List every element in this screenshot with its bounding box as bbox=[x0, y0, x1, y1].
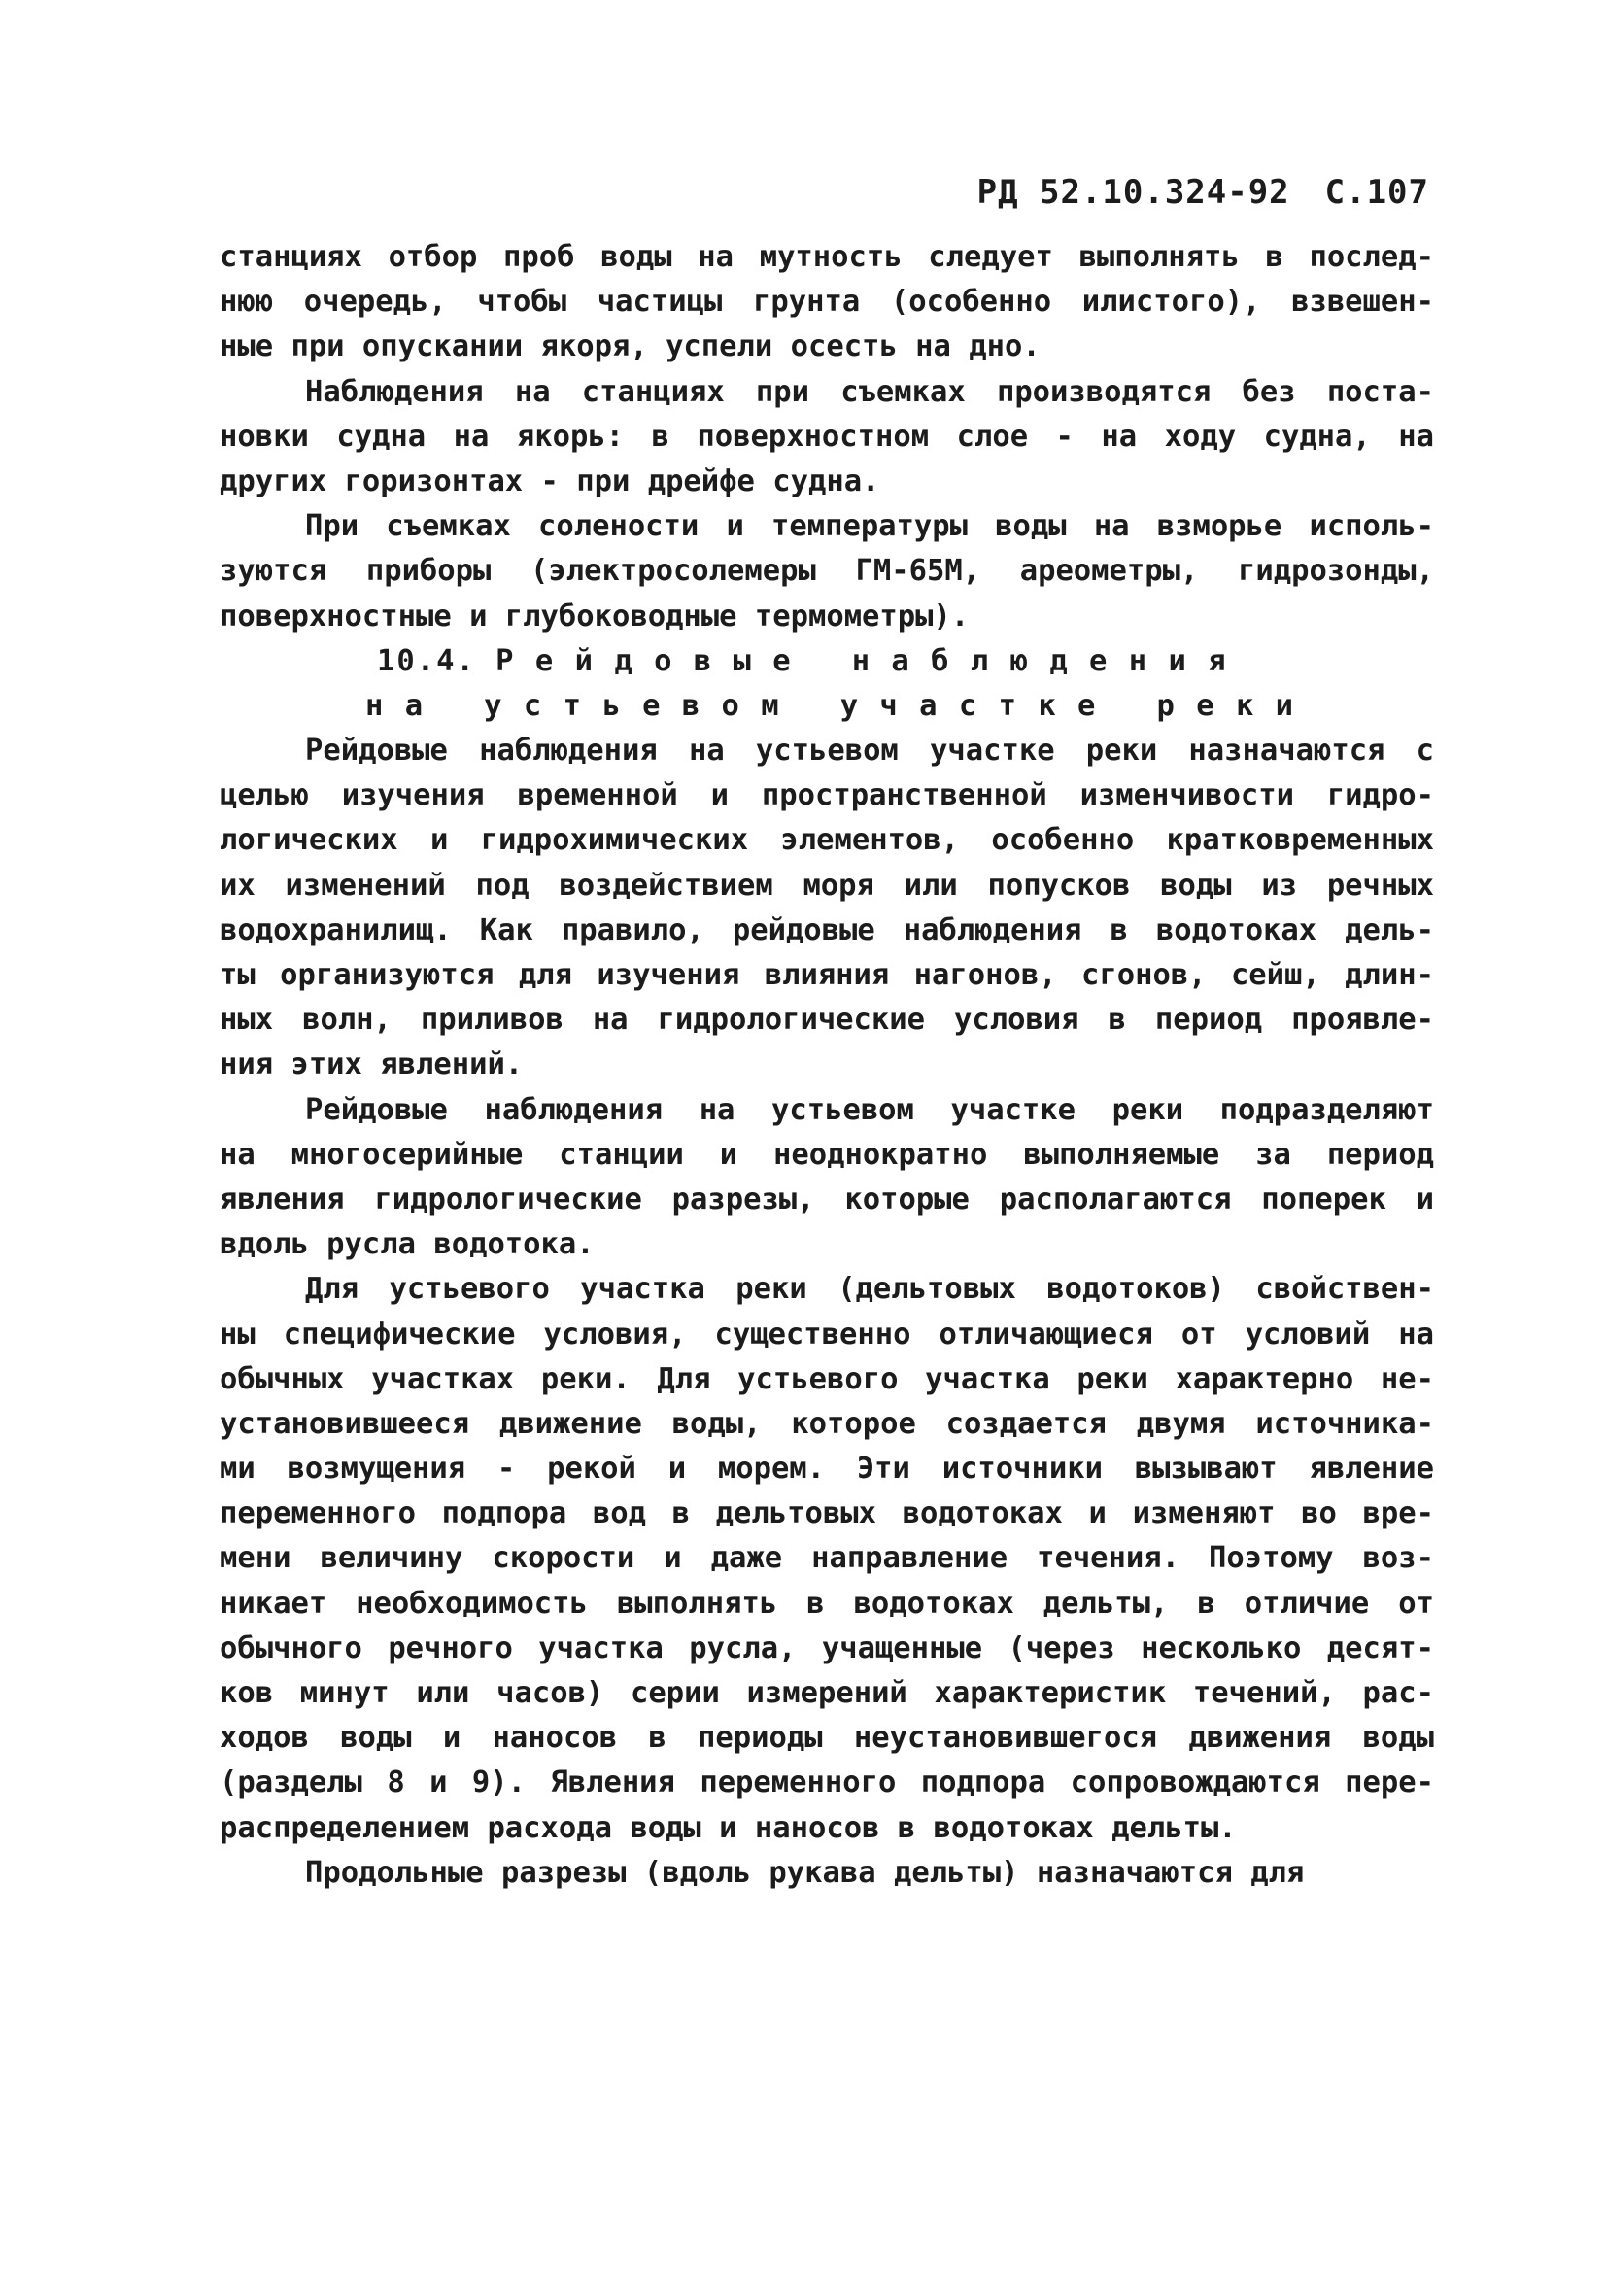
paragraph-first-line: При съемках солености и температуры воды на взморье исполь- bbox=[305, 509, 1434, 544]
paragraph-first-line: Продольные разрезы (вдоль рукава дельты) назначаются для bbox=[305, 1855, 1305, 1890]
text-line: ные при опускании якоря, успели осесть на дно. bbox=[220, 329, 1041, 364]
text-line: ходов воды и наносов в периоды неустановившегося движения воды bbox=[220, 1721, 1434, 1756]
page-header bbox=[977, 173, 1429, 212]
section-heading-continued: н а у с т ь е в о м у ч а с т к е р е к и bbox=[365, 688, 1296, 723]
page-number: С.107 bbox=[1324, 173, 1429, 212]
text-line: станциях отбор проб воды на мутность следует выполнять в послед- bbox=[220, 240, 1434, 274]
text-line: ных волн, приливов на гидрологические условия в период проявле- bbox=[220, 1003, 1434, 1038]
text-line: мени величину скорости и даже направление течения. Поэтому воз- bbox=[220, 1541, 1434, 1576]
text-line: явления гидрологические разрезы, которые располагаются поперек и bbox=[220, 1182, 1434, 1217]
paragraph-first-line: Рейдовые наблюдения на устьевом участке реки подразделяют bbox=[305, 1092, 1434, 1127]
text-line: переменного подпора вод в дельтовых водотоках и изменяют во вре- bbox=[220, 1496, 1434, 1531]
text-line: ков минут или часов) серии измерений характеристик течений, рас- bbox=[220, 1676, 1434, 1710]
paragraph-first-line: Рейдовые наблюдения на устьевом участке реки назначаются с bbox=[305, 734, 1434, 769]
text-line: ми возмущения - рекой и морем. Эти источники вызывают явление bbox=[220, 1452, 1434, 1487]
text-line: поверхностные и глубоководные термометры). bbox=[220, 599, 970, 634]
paragraph-first-line: Для устьевого участка реки (дельтовых водотоков) свойствен- bbox=[305, 1272, 1434, 1307]
text-line: (разделы 8 и 9). Явления переменного подпора сопровождаются пере- bbox=[220, 1765, 1434, 1800]
text-line: ния этих явлений. bbox=[220, 1047, 524, 1082]
section-heading: 10.4. Р е й д о в ы е н а б л ю д е н и я bbox=[377, 643, 1228, 678]
text-line: их изменений под воздействием моря или попусков воды из речных bbox=[220, 868, 1434, 903]
text-line: нюю очередь, чтобы частицы грунта (особенно илистого), взвешен- bbox=[220, 285, 1434, 320]
text-line: обычных участках реки. Для устьевого участка реки характерно не- bbox=[220, 1361, 1434, 1396]
text-line: логических и гидрохимических элементов, особенно кратковременных bbox=[220, 823, 1434, 858]
text-line: распределением расхода воды и наносов в водотоках дельты. bbox=[220, 1810, 1237, 1845]
text-line: ны специфические условия, существенно отличающиеся от условий на bbox=[220, 1317, 1434, 1352]
text-line: никает необходимость выполнять в водотоках дельты, в отличие от bbox=[220, 1586, 1434, 1621]
text-line: вдоль русла водотока. bbox=[220, 1227, 595, 1262]
text-line: новки судна на якорь: в поверхностном слое - на ходу судна, на bbox=[220, 419, 1434, 454]
text-line: на многосерийные станции и неоднократно выполняемые за период bbox=[220, 1137, 1434, 1172]
document-code: РД 52.10.324-92 bbox=[976, 173, 1290, 212]
body-text bbox=[220, 235, 1434, 1896]
text-line: установившееся движение воды, которое создается двумя источника- bbox=[220, 1406, 1434, 1441]
text-line: других горизонтах - при дрейфе судна. bbox=[220, 463, 880, 498]
paragraph-first-line: Наблюдения на станциях при съемках производятся без поста- bbox=[305, 374, 1434, 409]
text-line: обычного речного участка русла, учащенные (через несколько десят- bbox=[220, 1630, 1434, 1665]
text-line: водохранилищ. Как правило, рейдовые наблюдения в водотоках дель- bbox=[220, 912, 1434, 947]
text-line: ты организуются для изучения влияния нагонов, сгонов, сейш, длин- bbox=[220, 958, 1434, 992]
text-line: зуются приборы (электросолемеры ГМ-65М, ареометры, гидрозонды, bbox=[220, 554, 1434, 589]
text-line: целью изучения временной и пространственной изменчивости гидро- bbox=[220, 778, 1434, 813]
